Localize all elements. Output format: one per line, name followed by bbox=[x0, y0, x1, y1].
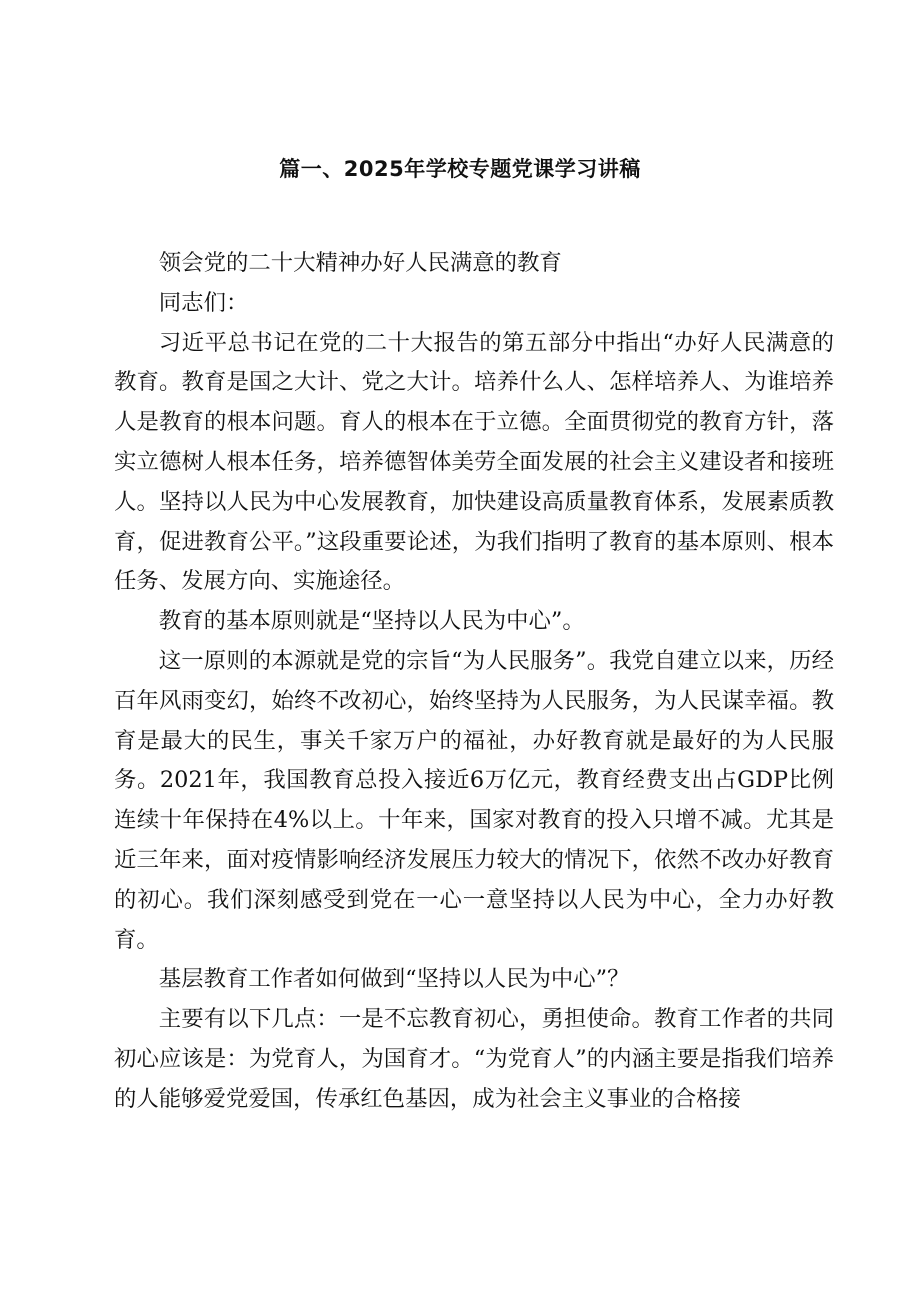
body-paragraph: 习近平总书记在党的二十大报告的第五部分中指出“办好人民满意的教育。教育是国之大计、党之大计。培养什么人、怎样培养人、为谁培养人是教育的根本问题。育人的根本在于立德。全面贯彻党的教育方针，落实立德树人根本任务，培养德智体美劳全面发展的社会主义建设者和接班人。坚持以人民为中心发展教育，加快建设高质量教育体系，发展素质教育，促进教育公平。”这段重要论述，为我们指明了教育的基本原则、根本任务、发展方向、实施途径。 bbox=[114, 329, 834, 595]
speech-subtitle: 领会党的二十大精神办好人民满意的教育 bbox=[158, 250, 562, 276]
document-body bbox=[114, 244, 834, 1120]
salutation: 同志们： bbox=[158, 289, 249, 316]
body-paragraph: 基层教育工作者如何做到“坚持以人民为中心”？ bbox=[158, 966, 630, 993]
body-paragraph: 教育的基本原则就是“坚持以人民为中心”。 bbox=[158, 608, 585, 635]
body-paragraph: 这一原则的本源就是党的宗旨“为人民服务”。我党自建立以来，历经百年风雨变幻，始终不改初心，始终坚持为人民服务，为人民谋幸福。教育是最大的民生，事关千家万户的福祉，办好教育就是最好的为人民服务。2021年，我国教育总投入接近6万亿元，教育经费支出占GDP比例连续十年保持在4%以上。十年来，国家对教育的投入只增不减。尤其是近三年来，面对疫情影响经济发展压力较大的情况下，依然不改办好教育的初心。我们深刻感受到党在一心一意坚持以人民为中心，全力办好教育。 bbox=[114, 647, 834, 953]
body-paragraph: 主要有以下几点：一是不忘教育初心，勇担使命。教育工作者的共同初心应该是：为党育人，为国育才。“为党育人”的内涵主要是指我们培养的人能够爱党爱国，传承红色基因，成为社会主义事业的合格接 bbox=[114, 1006, 834, 1112]
document-title: 篇一、2025年学校专题党课学习讲稿 bbox=[279, 157, 641, 181]
